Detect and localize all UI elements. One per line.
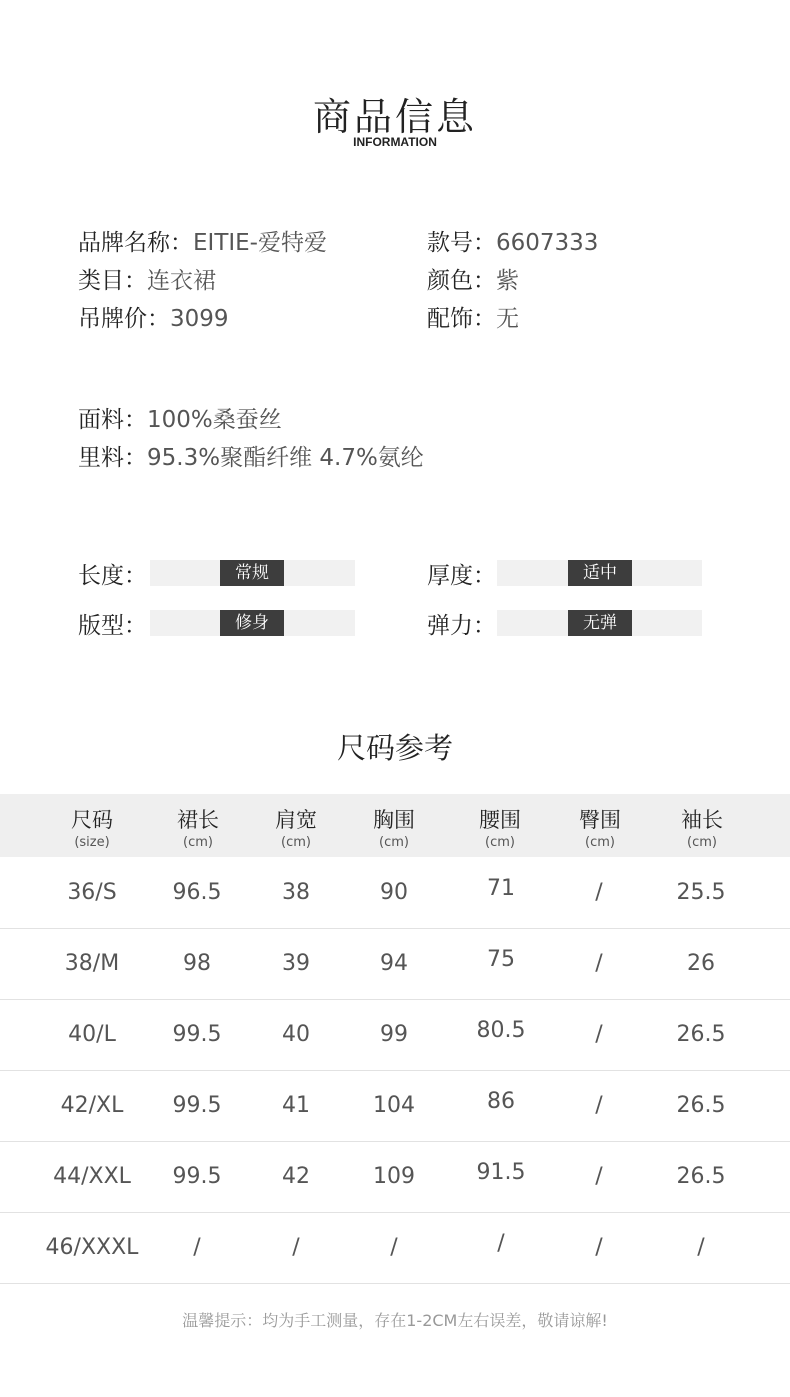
header-size [42, 794, 142, 850]
cell-bust: 104 [373, 1093, 415, 1118]
header-bust-unit: (cm) [379, 835, 409, 850]
cell-size: 40/L [68, 1022, 116, 1047]
cell-shoulder: 38 [282, 880, 310, 905]
brand-value: EITIE-爱特爱 [193, 230, 327, 256]
page-title: 商品信息 [312, 95, 477, 139]
style-number-label: 款号： [427, 230, 496, 256]
cell-waist: 91.5 [476, 1160, 526, 1185]
cell-bust: 109 [373, 1164, 415, 1189]
cell-sleeve: 26.5 [676, 1093, 726, 1118]
table-row [0, 929, 790, 1000]
cell-dress-length: 99.5 [172, 1093, 222, 1118]
header-bust-name: 胸围 [373, 808, 415, 832]
header-dress-length-name: 裙长 [177, 808, 219, 832]
fabric-row [78, 401, 282, 434]
page-subtitle: INFORMATION [353, 135, 437, 149]
price-label: 吊牌价： [78, 306, 170, 332]
cell-size: 42/XL [60, 1093, 124, 1118]
header-size-name: 尺码 [71, 808, 113, 832]
cell-waist: / [497, 1231, 505, 1256]
color-label: 颜色： [427, 268, 496, 294]
header-shoulder-name: 肩宽 [275, 808, 317, 832]
size-chart-title: 尺码参考 [336, 731, 453, 765]
thickness-label: 厚度： [427, 563, 496, 589]
category-label: 类目： [78, 268, 147, 294]
fit-chip: 修身 [220, 610, 284, 636]
header-waist-name: 腰围 [479, 808, 521, 832]
header-shoulder-unit: (cm) [281, 835, 311, 850]
header-waist [450, 794, 550, 850]
lining-label: 里料： [78, 445, 147, 471]
table-row [0, 1213, 790, 1284]
header-sleeve-name: 袖长 [681, 808, 723, 832]
cell-hip: / [595, 1022, 603, 1047]
color-value: 紫 [496, 268, 519, 294]
lining-value: 95.3%聚酯纤维 4.7%氨纶 [147, 445, 424, 471]
cell-size: 44/XXL [53, 1164, 131, 1189]
size-table-header [0, 794, 790, 857]
header-size-unit: (size) [74, 835, 110, 850]
cell-sleeve: 26.5 [676, 1164, 726, 1189]
cell-waist: 75 [487, 947, 515, 972]
cell-sleeve: 26 [687, 951, 715, 976]
accessory-label: 配饰： [427, 306, 496, 332]
color-row [427, 262, 519, 295]
cell-dress-length: 99.5 [172, 1022, 222, 1047]
accessory-row [427, 300, 519, 333]
length-label: 长度： [78, 563, 147, 589]
category-value: 连衣裙 [147, 268, 216, 294]
cell-hip: / [595, 1093, 603, 1118]
cell-shoulder: 42 [282, 1164, 310, 1189]
header-hip-name: 臀围 [579, 808, 621, 832]
thickness-chip: 适中 [568, 560, 632, 586]
elasticity-label: 弹力： [427, 613, 496, 639]
cell-dress-length: 96.5 [172, 880, 222, 905]
cell-shoulder: / [292, 1235, 300, 1260]
cell-shoulder: 40 [282, 1022, 310, 1047]
price-row [78, 300, 229, 333]
accessory-value: 无 [496, 306, 519, 332]
cell-dress-length: 99.5 [172, 1164, 222, 1189]
table-row [0, 1071, 790, 1142]
cell-size: 36/S [67, 880, 117, 905]
fit-label: 版型： [78, 613, 147, 639]
fabric-value: 100%桑蚕丝 [147, 407, 282, 433]
header-waist-unit: (cm) [485, 835, 515, 850]
cell-size: 46/XXXL [45, 1235, 139, 1260]
elasticity-chip: 无弹 [568, 610, 632, 636]
measurement-note: 温馨提示：均为手工测量，存在1-2CM左右误差，敬请谅解! [182, 1311, 608, 1330]
category-row [78, 262, 216, 295]
cell-hip: / [595, 1164, 603, 1189]
cell-shoulder: 39 [282, 951, 310, 976]
table-row [0, 1142, 790, 1213]
cell-bust: 99 [380, 1022, 408, 1047]
cell-bust: 90 [380, 880, 408, 905]
style-number-row [427, 224, 598, 257]
brand-label: 品牌名称： [78, 230, 193, 256]
cell-waist: 71 [487, 876, 515, 901]
table-row [0, 858, 790, 929]
price-value: 3099 [170, 306, 229, 332]
length-chip: 常规 [220, 560, 284, 586]
fabric-label: 面料： [78, 407, 147, 433]
cell-dress-length: 98 [183, 951, 211, 976]
cell-hip: / [595, 1235, 603, 1260]
cell-sleeve: / [697, 1235, 705, 1260]
cell-size: 38/M [64, 951, 120, 976]
header-sleeve-unit: (cm) [687, 835, 717, 850]
table-row [0, 1000, 790, 1071]
cell-shoulder: 41 [282, 1093, 310, 1118]
brand-row [78, 224, 327, 257]
cell-bust: 94 [380, 951, 408, 976]
header-shoulder [246, 794, 346, 850]
cell-waist: 80.5 [476, 1018, 526, 1043]
cell-waist: 86 [487, 1089, 515, 1114]
header-hip-unit: (cm) [585, 835, 615, 850]
cell-sleeve: 25.5 [676, 880, 726, 905]
cell-bust: / [390, 1235, 398, 1260]
style-number-value: 6607333 [496, 230, 599, 256]
header-dress-length [148, 794, 248, 850]
cell-hip: / [595, 951, 603, 976]
header-dress-length-unit: (cm) [183, 835, 213, 850]
header-bust [344, 794, 444, 850]
cell-sleeve: 26.5 [676, 1022, 726, 1047]
header-hip [550, 794, 650, 850]
lining-row [78, 439, 424, 472]
header-sleeve [652, 794, 752, 850]
cell-hip: / [595, 880, 603, 905]
cell-dress-length: / [193, 1235, 201, 1260]
